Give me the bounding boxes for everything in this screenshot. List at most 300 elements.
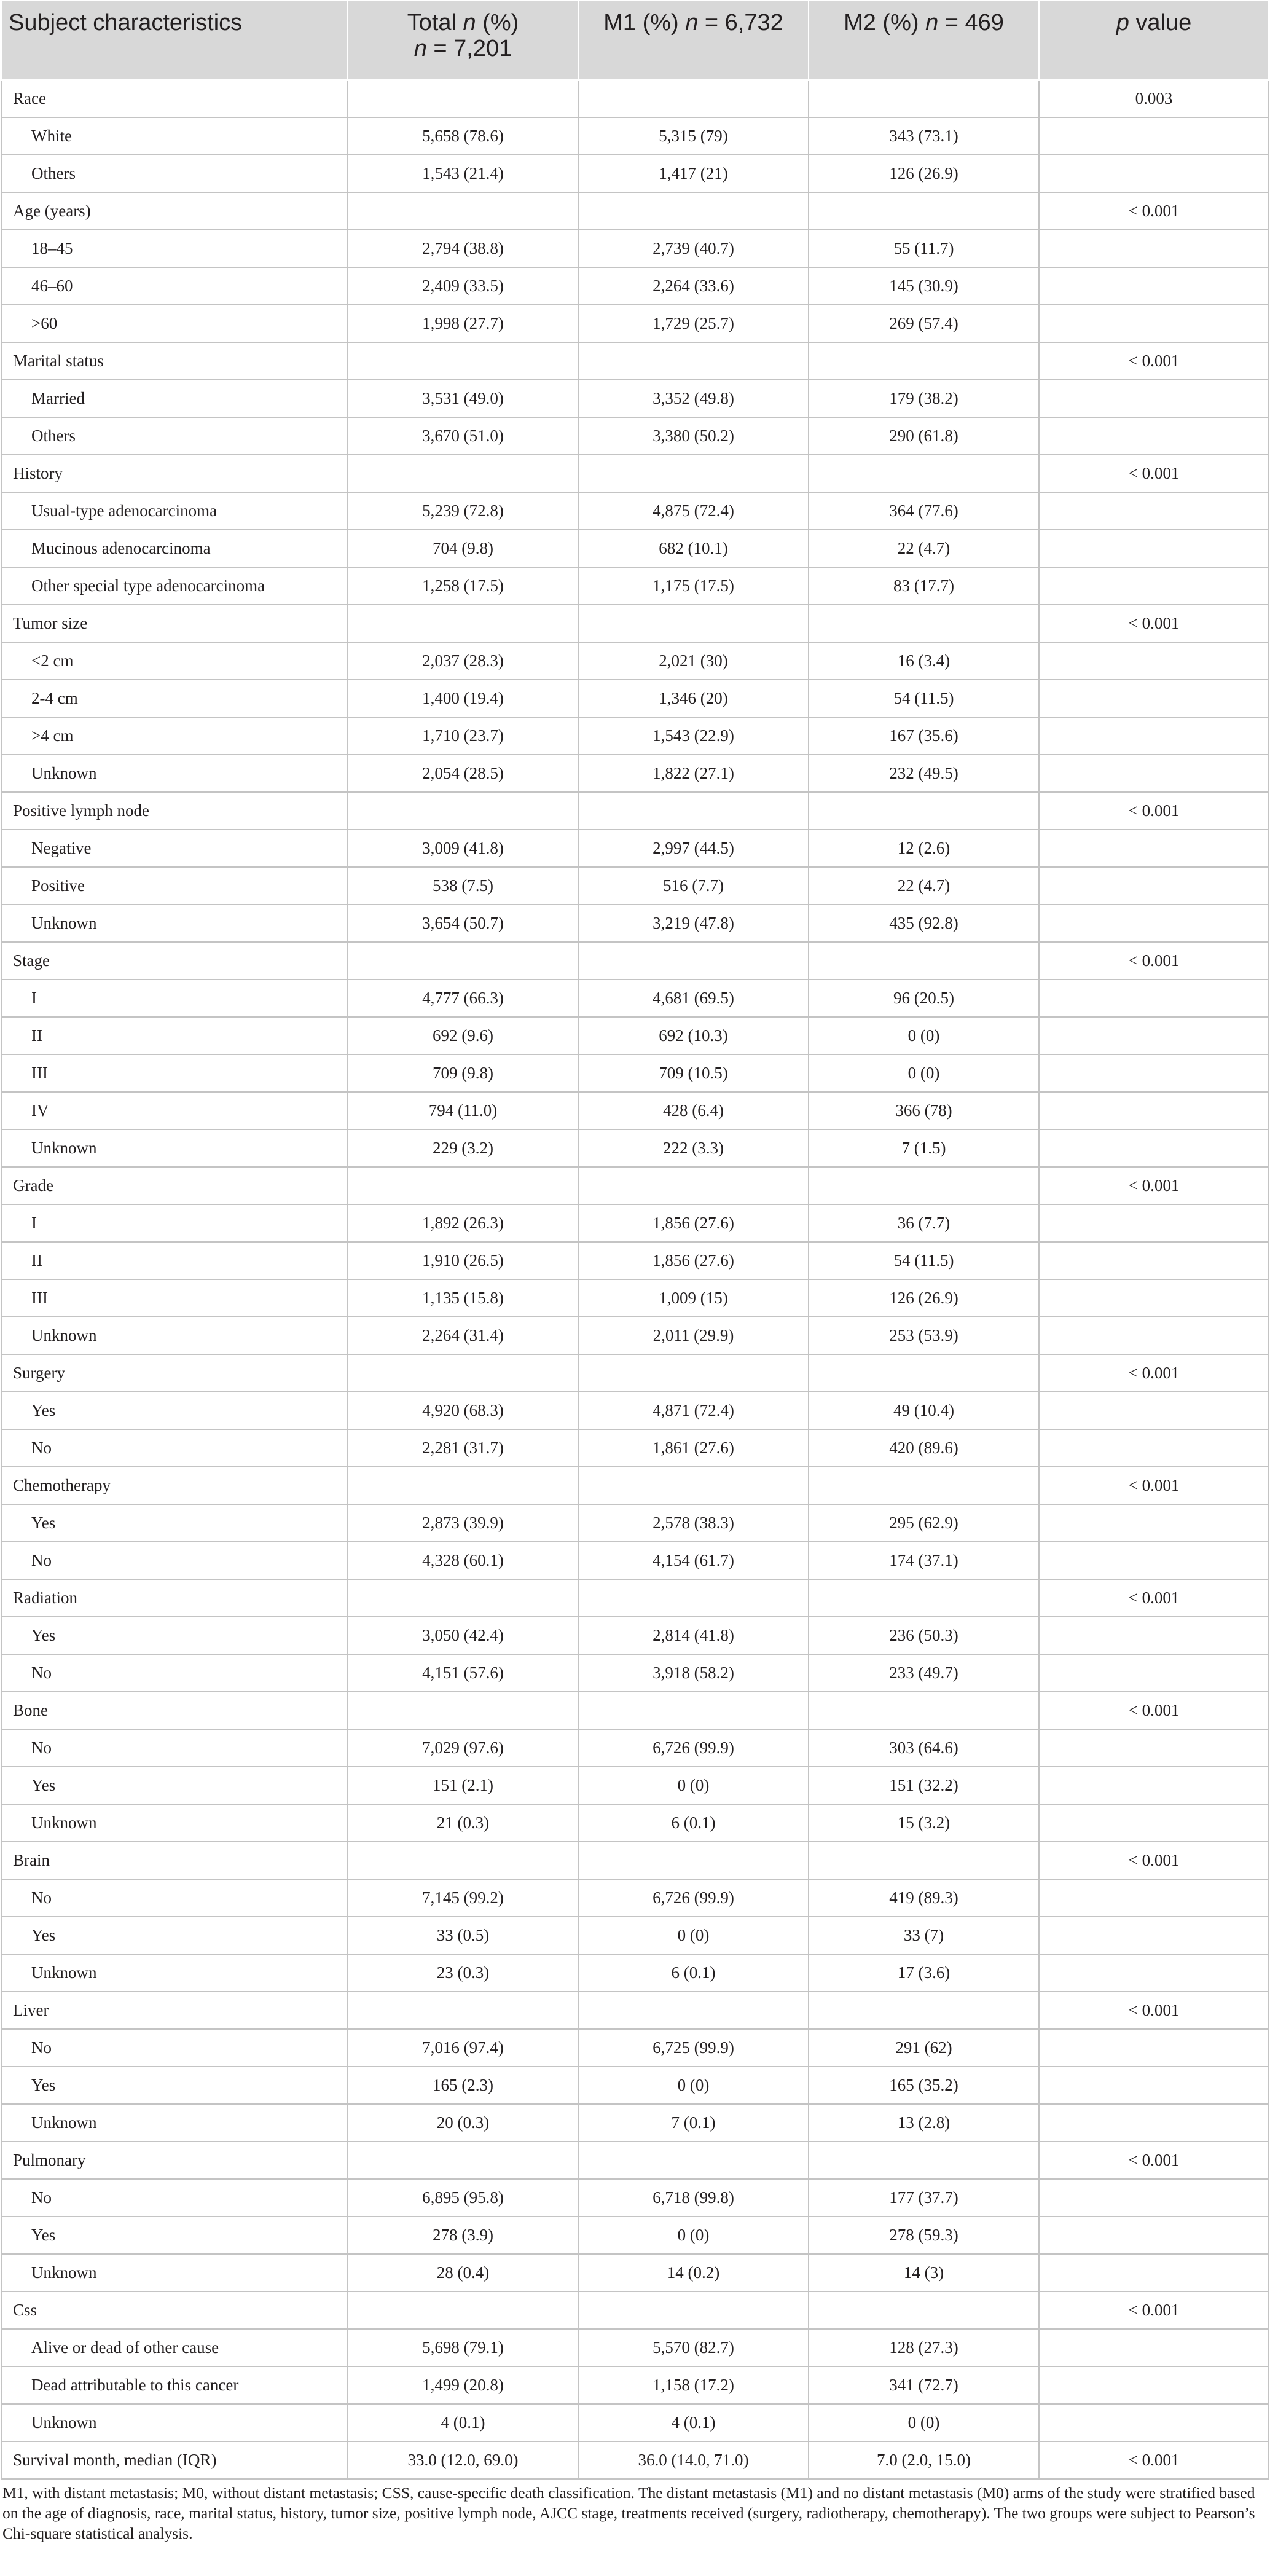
cell-p-value [1039, 717, 1269, 755]
cell-total: 1,135 (15.8) [348, 1279, 578, 1317]
cell-m2: 278 (59.3) [809, 2217, 1039, 2254]
cell-total: 2,054 (28.5) [348, 755, 578, 792]
cell-total: 1,258 (17.5) [348, 567, 578, 605]
cell-p-value [1039, 380, 1269, 417]
row-label: Unknown [2, 2404, 348, 2441]
cell-total [348, 1992, 578, 2029]
cell-total: 2,409 (33.5) [348, 267, 578, 305]
table-row [2, 1879, 1269, 1917]
cell-m1: 1,822 (27.1) [578, 755, 809, 792]
cell-p-value [1039, 117, 1269, 155]
row-label: Yes [2, 2217, 348, 2254]
category-row [2, 1167, 1269, 1204]
cell-m2: 22 (4.7) [809, 867, 1039, 905]
category-row [2, 2291, 1269, 2329]
cell-m1: 3,380 (50.2) [578, 417, 809, 455]
table-row [2, 2179, 1269, 2217]
row-label: Unknown [2, 2254, 348, 2291]
cell-total: 1,910 (26.5) [348, 1242, 578, 1279]
row-label: Age (years) [2, 192, 348, 230]
cell-p-value: < 0.001 [1039, 2441, 1269, 2479]
cell-m1: 1,175 (17.5) [578, 567, 809, 605]
table-row [2, 1279, 1269, 1317]
row-label: 18–45 [2, 230, 348, 267]
cell-m1: 709 (10.5) [578, 1054, 809, 1092]
cell-m1: 3,219 (47.8) [578, 905, 809, 942]
cell-m2: 366 (78) [809, 1092, 1039, 1129]
cell-p-value [1039, 267, 1269, 305]
cell-p-value [1039, 2217, 1269, 2254]
category-row [2, 942, 1269, 980]
cell-m2: 435 (92.8) [809, 905, 1039, 942]
cell-m1: 7 (0.1) [578, 2104, 809, 2142]
cell-m2: 49 (10.4) [809, 1392, 1039, 1429]
cell-m2: 16 (3.4) [809, 642, 1039, 680]
row-label: Unknown [2, 1129, 348, 1167]
cell-m1: 4,871 (72.4) [578, 1392, 809, 1429]
cell-total: 692 (9.6) [348, 1017, 578, 1054]
cell-total: 4,920 (68.3) [348, 1392, 578, 1429]
cell-m1 [578, 792, 809, 830]
cell-m1: 1,861 (27.6) [578, 1429, 809, 1467]
table-row [2, 830, 1269, 867]
cell-total: 4,151 (57.6) [348, 1654, 578, 1692]
table-row [2, 567, 1269, 605]
cell-p-value [1039, 1767, 1269, 1804]
cell-m2 [809, 1467, 1039, 1504]
cell-total: 5,239 (72.8) [348, 492, 578, 530]
row-label: Negative [2, 830, 348, 867]
row-label: Mucinous adenocarcinoma [2, 530, 348, 567]
cell-m2: 0 (0) [809, 1017, 1039, 1054]
cell-total: 794 (11.0) [348, 1092, 578, 1129]
category-row [2, 1842, 1269, 1879]
table-row [2, 1654, 1269, 1692]
cell-m2: 269 (57.4) [809, 305, 1039, 342]
cell-m2 [809, 1692, 1039, 1729]
row-label: II [2, 1017, 348, 1054]
table-row [2, 2404, 1269, 2441]
table-row [2, 1317, 1269, 1354]
cell-p-value [1039, 155, 1269, 192]
cell-m1 [578, 1992, 809, 2029]
table-row [2, 1954, 1269, 1992]
table-row [2, 1542, 1269, 1579]
cell-m1: 2,739 (40.7) [578, 230, 809, 267]
summary-row [2, 2441, 1269, 2479]
table-footnote: M1, with distant metastasis; M0, without distant metastasis; CSS, cause-specific death classification. The distant metastasis (M1) and no distant metastasis (M0) arms of the study were stratified based on the age of diagnosis, race, marital status, history, tumor size, positive lymph node, AJCC stage, treatments received (surgery, radiotherapy, chemotherapy). The two groups were subject to Pearson’s Chi-square statistical analysis. [2, 2484, 1255, 2542]
cell-m2: 0 (0) [809, 1054, 1039, 1092]
row-label: Yes [2, 2067, 348, 2104]
cell-total: 3,670 (51.0) [348, 417, 578, 455]
row-label: No [2, 2029, 348, 2067]
cell-m2: 54 (11.5) [809, 680, 1039, 717]
cell-m2: 364 (77.6) [809, 492, 1039, 530]
row-label: Yes [2, 1617, 348, 1654]
table-row [2, 1129, 1269, 1167]
cell-m2: 13 (2.8) [809, 2104, 1039, 2142]
cell-p-value [1039, 830, 1269, 867]
cell-p-value [1039, 2404, 1269, 2441]
table-row [2, 1617, 1269, 1654]
cell-p-value [1039, 1429, 1269, 1467]
table-row [2, 117, 1269, 155]
cell-m2 [809, 192, 1039, 230]
cell-p-value [1039, 1504, 1269, 1542]
cell-p-value [1039, 755, 1269, 792]
cell-m1 [578, 1354, 809, 1392]
cell-m1 [578, 2142, 809, 2179]
cell-total [348, 1692, 578, 1729]
cell-m2: 14 (3) [809, 2254, 1039, 2291]
cell-m2: 165 (35.2) [809, 2067, 1039, 2104]
cell-p-value [1039, 2067, 1269, 2104]
cell-m2: 303 (64.6) [809, 1729, 1039, 1767]
table-header [2, 1, 1269, 80]
cell-m1 [578, 1579, 809, 1617]
row-label: Survival month, median (IQR) [2, 2441, 348, 2479]
row-label: 46–60 [2, 267, 348, 305]
cell-m2: 7 (1.5) [809, 1129, 1039, 1167]
table-row [2, 2217, 1269, 2254]
cell-total: 3,009 (41.8) [348, 830, 578, 867]
cell-p-value: < 0.001 [1039, 1992, 1269, 2029]
cell-p-value [1039, 2029, 1269, 2067]
category-row [2, 1579, 1269, 1617]
cell-total: 165 (2.3) [348, 2067, 578, 2104]
row-label: Married [2, 380, 348, 417]
row-label: Unknown [2, 1954, 348, 1992]
cell-total: 2,281 (31.7) [348, 1429, 578, 1467]
cell-m1: 1,729 (25.7) [578, 305, 809, 342]
cell-m1: 2,814 (41.8) [578, 1617, 809, 1654]
category-row [2, 1354, 1269, 1392]
table-body [2, 80, 1269, 2479]
header-subject-characteristics: Subject characteristics [2, 1, 348, 80]
cell-m2: 419 (89.3) [809, 1879, 1039, 1917]
cell-total: 21 (0.3) [348, 1804, 578, 1842]
row-label: Brain [2, 1842, 348, 1879]
cell-m2 [809, 1842, 1039, 1879]
cell-m1: 0 (0) [578, 2217, 809, 2254]
cell-p-value: 0.003 [1039, 80, 1269, 117]
row-label: Bone [2, 1692, 348, 1729]
cell-total [348, 792, 578, 830]
cell-m1 [578, 342, 809, 380]
cell-m2: 341 (72.7) [809, 2366, 1039, 2404]
cell-p-value [1039, 305, 1269, 342]
cell-p-value: < 0.001 [1039, 2291, 1269, 2329]
cell-m1: 6,725 (99.9) [578, 2029, 809, 2067]
cell-total: 3,050 (42.4) [348, 1617, 578, 1654]
cell-m1: 4,681 (69.5) [578, 980, 809, 1017]
category-row [2, 192, 1269, 230]
cell-p-value [1039, 2179, 1269, 2217]
cell-p-value [1039, 1092, 1269, 1129]
row-label: Positive [2, 867, 348, 905]
row-label: Dead attributable to this cancer [2, 2366, 348, 2404]
cell-m2: 36 (7.7) [809, 1204, 1039, 1242]
cell-m2 [809, 792, 1039, 830]
cell-total: 538 (7.5) [348, 867, 578, 905]
cell-m1: 2,997 (44.5) [578, 830, 809, 867]
cell-total: 229 (3.2) [348, 1129, 578, 1167]
cell-m2: 55 (11.7) [809, 230, 1039, 267]
cell-total [348, 1579, 578, 1617]
cell-total [348, 192, 578, 230]
cell-total: 5,658 (78.6) [348, 117, 578, 155]
cell-total: 3,654 (50.7) [348, 905, 578, 942]
cell-total: 704 (9.8) [348, 530, 578, 567]
row-label: Other special type adenocarcinoma [2, 567, 348, 605]
table-row [2, 155, 1269, 192]
cell-total [348, 1167, 578, 1204]
row-label: Unknown [2, 905, 348, 942]
cell-m2: 7.0 (2.0, 15.0) [809, 2441, 1039, 2479]
row-label: No [2, 1429, 348, 1467]
cell-total [348, 342, 578, 380]
row-label: Unknown [2, 2104, 348, 2142]
cell-m2: 420 (89.6) [809, 1429, 1039, 1467]
cell-m2 [809, 942, 1039, 980]
cell-total: 1,998 (27.7) [348, 305, 578, 342]
cell-m1: 2,021 (30) [578, 642, 809, 680]
cell-m1: 682 (10.1) [578, 530, 809, 567]
cell-p-value [1039, 1129, 1269, 1167]
row-label: White [2, 117, 348, 155]
cell-total: 2,037 (28.3) [348, 642, 578, 680]
row-label: >4 cm [2, 717, 348, 755]
cell-m2 [809, 342, 1039, 380]
category-row [2, 342, 1269, 380]
cell-m1 [578, 1167, 809, 1204]
category-row [2, 2142, 1269, 2179]
characteristics-table [1, 0, 1269, 2480]
table-row [2, 755, 1269, 792]
cell-m1: 1,543 (22.9) [578, 717, 809, 755]
cell-m1 [578, 605, 809, 642]
table-row [2, 680, 1269, 717]
cell-total: 33.0 (12.0, 69.0) [348, 2441, 578, 2479]
cell-p-value [1039, 2254, 1269, 2291]
cell-p-value [1039, 867, 1269, 905]
cell-p-value [1039, 1204, 1269, 1242]
row-label: >60 [2, 305, 348, 342]
cell-p-value: < 0.001 [1039, 1579, 1269, 1617]
cell-m1 [578, 2291, 809, 2329]
table-row [2, 492, 1269, 530]
cell-m1: 428 (6.4) [578, 1092, 809, 1129]
cell-m1: 1,009 (15) [578, 1279, 809, 1317]
cell-total: 2,794 (38.8) [348, 230, 578, 267]
cell-m2: 177 (37.7) [809, 2179, 1039, 2217]
cell-m2 [809, 1167, 1039, 1204]
row-label: Tumor size [2, 605, 348, 642]
row-label: III [2, 1279, 348, 1317]
cell-m1: 5,315 (79) [578, 117, 809, 155]
cell-m2: 54 (11.5) [809, 1242, 1039, 1279]
cell-p-value [1039, 1804, 1269, 1842]
cell-total: 2,873 (39.9) [348, 1504, 578, 1542]
category-row [2, 1467, 1269, 1504]
cell-m1 [578, 1467, 809, 1504]
cell-m2: 12 (2.6) [809, 830, 1039, 867]
table-row [2, 1242, 1269, 1279]
category-row [2, 1692, 1269, 1729]
header-m1: M1 (%) n = 6,732 [578, 1, 809, 80]
cell-total: 5,698 (79.1) [348, 2329, 578, 2366]
row-label: Yes [2, 1504, 348, 1542]
table-row [2, 980, 1269, 1017]
cell-total: 1,543 (21.4) [348, 155, 578, 192]
cell-total: 33 (0.5) [348, 1917, 578, 1954]
cell-m1 [578, 455, 809, 492]
cell-m1: 5,570 (82.7) [578, 2329, 809, 2366]
cell-total [348, 2142, 578, 2179]
cell-total: 151 (2.1) [348, 1767, 578, 1804]
cell-p-value: < 0.001 [1039, 1354, 1269, 1392]
table-row [2, 1804, 1269, 1842]
cell-m2: 151 (32.2) [809, 1767, 1039, 1804]
cell-m2 [809, 1992, 1039, 2029]
cell-p-value [1039, 530, 1269, 567]
cell-p-value [1039, 1654, 1269, 1692]
cell-p-value [1039, 905, 1269, 942]
cell-total [348, 1842, 578, 1879]
cell-m1: 0 (0) [578, 1767, 809, 1804]
cell-p-value [1039, 680, 1269, 717]
row-label: Surgery [2, 1354, 348, 1392]
cell-p-value: < 0.001 [1039, 1467, 1269, 1504]
cell-m2 [809, 455, 1039, 492]
row-label: No [2, 1729, 348, 1767]
cell-p-value [1039, 1879, 1269, 1917]
cell-total: 6,895 (95.8) [348, 2179, 578, 2217]
cell-total: 1,400 (19.4) [348, 680, 578, 717]
row-label: Yes [2, 1917, 348, 1954]
cell-total: 278 (3.9) [348, 2217, 578, 2254]
table-row [2, 305, 1269, 342]
cell-m2 [809, 2291, 1039, 2329]
cell-m2: 343 (73.1) [809, 117, 1039, 155]
cell-total: 1,892 (26.3) [348, 1204, 578, 1242]
cell-total [348, 455, 578, 492]
table-row [2, 530, 1269, 567]
cell-p-value [1039, 567, 1269, 605]
row-label: Yes [2, 1767, 348, 1804]
header-m2: M2 (%) n = 469 [809, 1, 1039, 80]
cell-total: 2,264 (31.4) [348, 1317, 578, 1354]
cell-m1: 4,154 (61.7) [578, 1542, 809, 1579]
cell-total: 3,531 (49.0) [348, 380, 578, 417]
row-label: Pulmonary [2, 2142, 348, 2179]
row-label: Css [2, 2291, 348, 2329]
table-row [2, 1917, 1269, 1954]
cell-m2: 96 (20.5) [809, 980, 1039, 1017]
cell-m1: 6 (0.1) [578, 1804, 809, 1842]
cell-total [348, 605, 578, 642]
category-row [2, 455, 1269, 492]
cell-total [348, 942, 578, 980]
row-label: I [2, 980, 348, 1017]
cell-total: 20 (0.3) [348, 2104, 578, 2142]
table-row [2, 2254, 1269, 2291]
cell-m2: 233 (49.7) [809, 1654, 1039, 1692]
row-label: Alive or dead of other cause [2, 2329, 348, 2366]
row-label: Yes [2, 1392, 348, 1429]
header-p-value: p value [1039, 1, 1269, 80]
cell-m2: 290 (61.8) [809, 417, 1039, 455]
cell-total: 709 (9.8) [348, 1054, 578, 1092]
table-row [2, 2329, 1269, 2366]
cell-p-value: < 0.001 [1039, 1167, 1269, 1204]
cell-m2 [809, 1354, 1039, 1392]
row-label: No [2, 1654, 348, 1692]
cell-m1: 6,718 (99.8) [578, 2179, 809, 2217]
table-row [2, 267, 1269, 305]
table-row [2, 1504, 1269, 1542]
cell-m2: 17 (3.6) [809, 1954, 1039, 1992]
row-label: Usual-type adenocarcinoma [2, 492, 348, 530]
cell-p-value [1039, 1542, 1269, 1579]
cell-p-value [1039, 2104, 1269, 2142]
row-label: History [2, 455, 348, 492]
cell-total [348, 1354, 578, 1392]
cell-m2: 33 (7) [809, 1917, 1039, 1954]
cell-m2: 232 (49.5) [809, 755, 1039, 792]
table-row [2, 867, 1269, 905]
cell-total: 4,328 (60.1) [348, 1542, 578, 1579]
cell-m2: 291 (62) [809, 2029, 1039, 2067]
header-total: Total n (%) n = 7,201 [348, 1, 578, 80]
row-label: Marital status [2, 342, 348, 380]
cell-total: 4,777 (66.3) [348, 980, 578, 1017]
cell-m2: 253 (53.9) [809, 1317, 1039, 1354]
cell-m1 [578, 1842, 809, 1879]
cell-p-value [1039, 1729, 1269, 1767]
category-row [2, 605, 1269, 642]
cell-m2: 295 (62.9) [809, 1504, 1039, 1542]
cell-m2 [809, 1579, 1039, 1617]
cell-total: 28 (0.4) [348, 2254, 578, 2291]
table-row [2, 1729, 1269, 1767]
cell-p-value [1039, 1917, 1269, 1954]
table-row [2, 230, 1269, 267]
cell-p-value [1039, 980, 1269, 1017]
cell-total: 7,029 (97.6) [348, 1729, 578, 1767]
cell-m2: 0 (0) [809, 2404, 1039, 2441]
row-label: 2-4 cm [2, 680, 348, 717]
cell-m1: 3,352 (49.8) [578, 380, 809, 417]
table-row [2, 1054, 1269, 1092]
table-row [2, 2029, 1269, 2067]
table-row [2, 2067, 1269, 2104]
cell-p-value: < 0.001 [1039, 1692, 1269, 1729]
row-label: Chemotherapy [2, 1467, 348, 1504]
cell-m1: 1,856 (27.6) [578, 1204, 809, 1242]
cell-p-value [1039, 492, 1269, 530]
cell-m1: 692 (10.3) [578, 1017, 809, 1054]
cell-p-value: < 0.001 [1039, 792, 1269, 830]
cell-total: 1,499 (20.8) [348, 2366, 578, 2404]
category-row [2, 792, 1269, 830]
cell-p-value [1039, 1317, 1269, 1354]
cell-total: 7,145 (99.2) [348, 1879, 578, 1917]
cell-m1: 2,264 (33.6) [578, 267, 809, 305]
cell-m2: 126 (26.9) [809, 155, 1039, 192]
cell-m1: 1,346 (20) [578, 680, 809, 717]
table-row [2, 1767, 1269, 1804]
